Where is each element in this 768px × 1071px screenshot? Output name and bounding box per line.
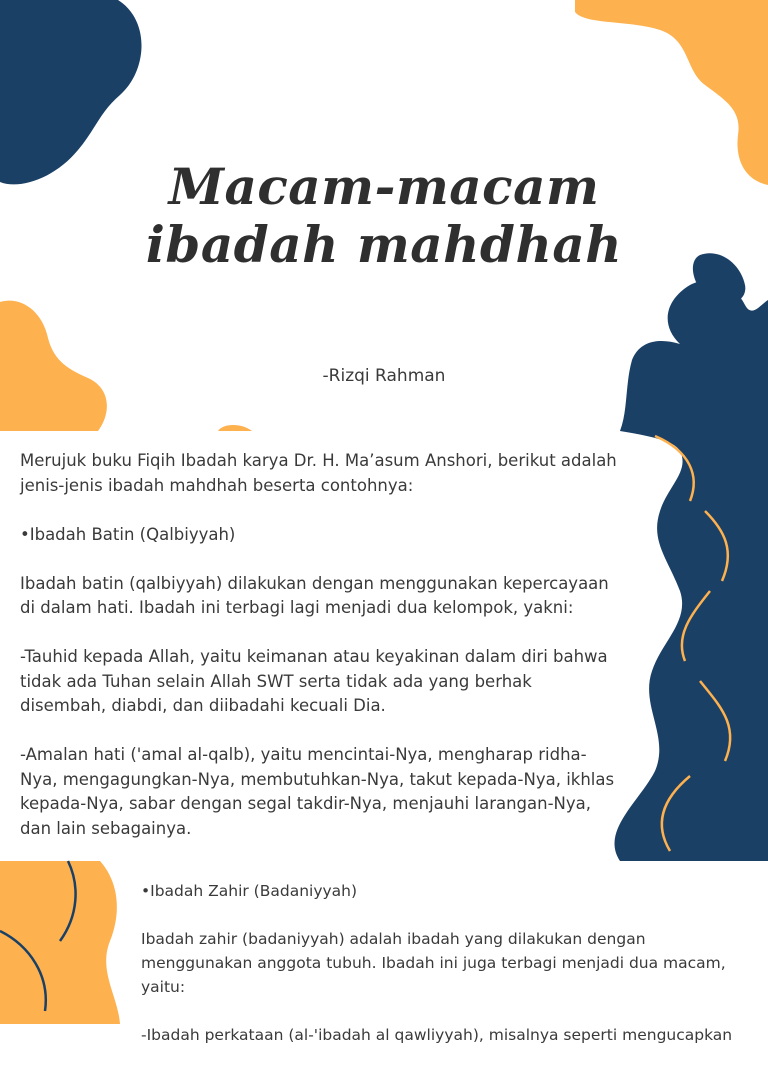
paragraph-intro: Merujuk buku Fiqih Ibadah karya Dr. H. Ma’asum Anshori, berikut adalah jenis-jenis ibadah mahdhah beserta contohnya: (20, 451, 617, 495)
cover-page (0, 0, 768, 431)
paragraph-heading-zahir: •Ibadah Zahir (Badaniyyah) (141, 882, 358, 900)
author-name: -Rizqi Rahman (322, 366, 446, 386)
content-page-3 (0, 861, 768, 1044)
paragraph-zahir-desc: Ibadah zahir (badaniyyah) adalah ibadah yang dilakukan dengan menggunakan anggota tubuh. Ibadah ini juga terbagi menjadi dua macam, yaitu: (141, 930, 726, 996)
document-title (0, 158, 768, 274)
page-2-text (20, 449, 620, 866)
navy-blob-top-left (0, 0, 142, 184)
navy-blob-right (620, 281, 768, 431)
paragraph-tauhid: -Tauhid kepada Allah, yaitu keimanan atau keyakinan dalam diri bahwa tidak ada Tuhan selain Allah SWT serta tidak ada yang berhak disembah, diabdi, dan diibadahi kecuali Dia. (20, 647, 608, 715)
page-3-text (141, 879, 751, 1071)
content-page-2 (0, 431, 768, 861)
title-line-2: ibadah mahdhah (145, 215, 623, 274)
paragraph-batin-desc: Ibadah batin (qalbiyyah) dilakukan dengan menggunakan kepercayaan di dalam hati. Ibadah ini terbagi lagi menjadi dua kelompok, yakni: (20, 573, 609, 617)
paragraph-ibadah-perkataan: -Ibadah perkataan (al-'ibadah al qawliyyah), misalnya seperti mengucapkan (141, 1026, 733, 1044)
title-line-1: Macam-macam (168, 157, 600, 216)
paragraph-amalan-hati: -Amalan hati ('amal al-qalb), yaitu mencintai-Nya, mengharap ridha-Nya, mengagungkan-Nya, membutuhkan-Nya, takut kepada-Nya, ikhlas kepada-Nya, sabar dengan segal takdir-Nya, menjauhi larangan-Nya, dan lain sebagainya. (20, 745, 615, 838)
paragraph-heading-batin: •Ibadah Batin (Qalbiyyah) (20, 524, 236, 544)
